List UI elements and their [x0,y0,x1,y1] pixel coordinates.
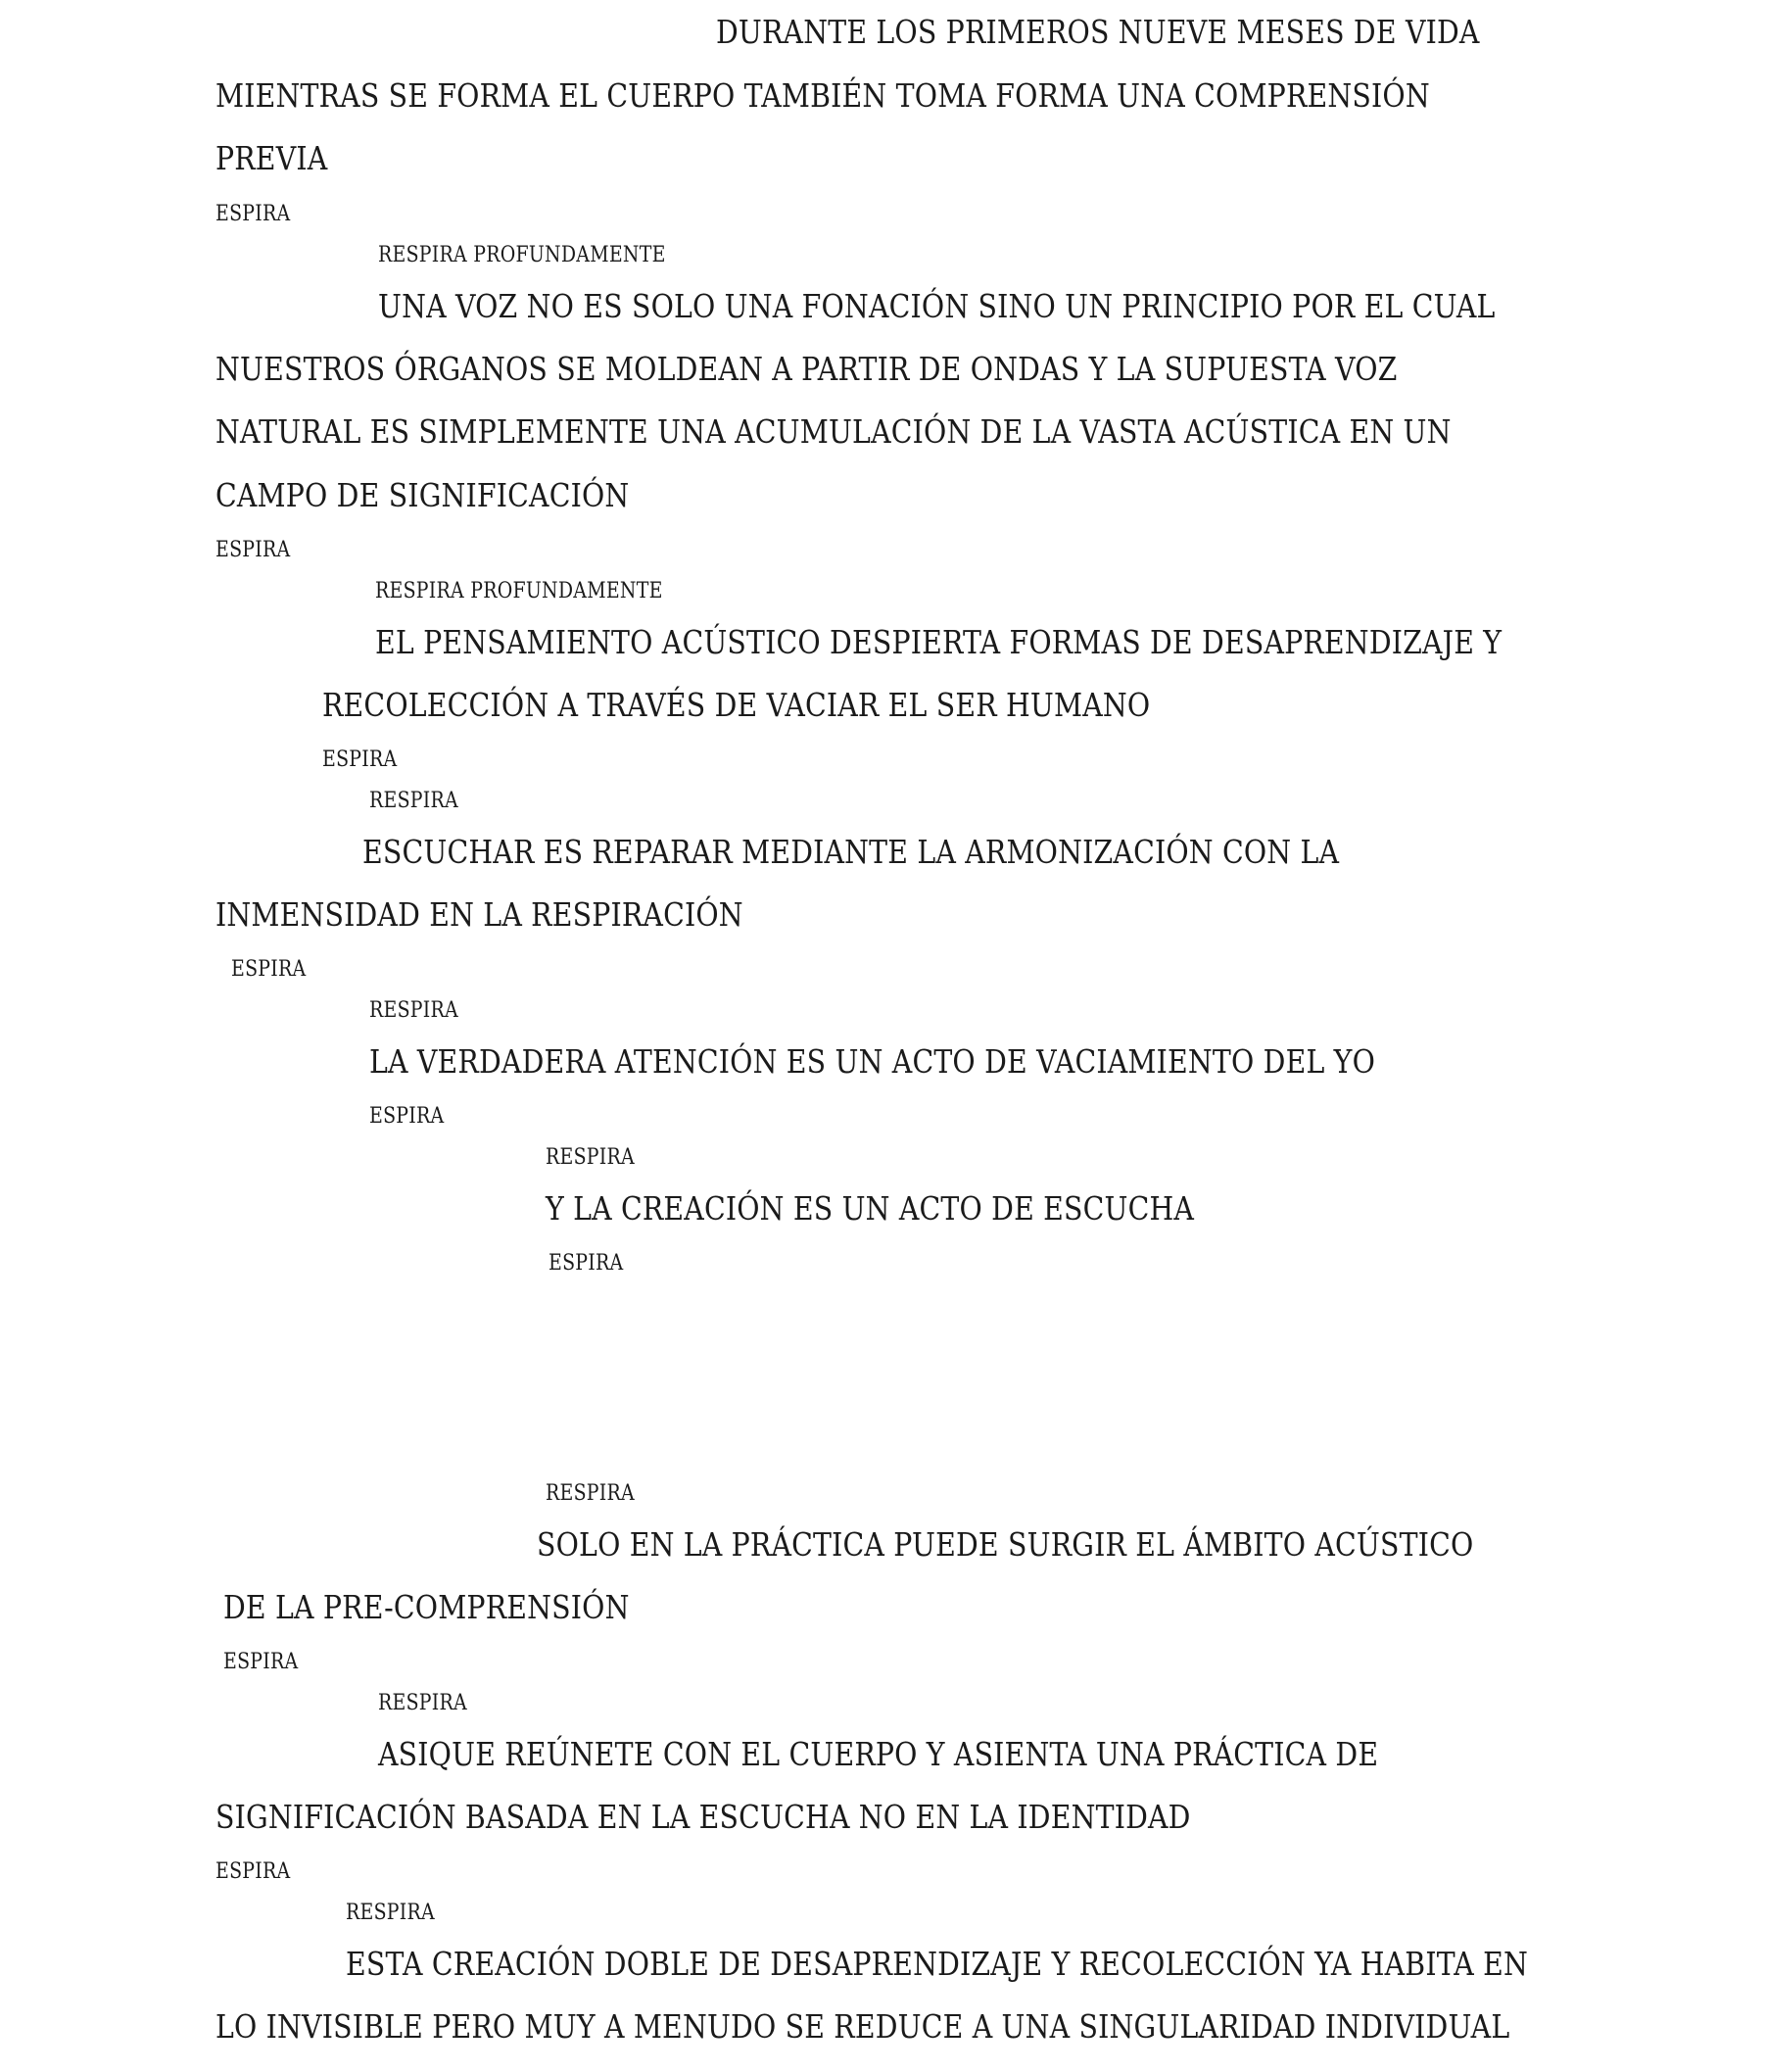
poem-line: DE LA PRE-COMPRENSIÓN [223,1588,630,1626]
poem-line: PREVIA [215,139,328,177]
breath-cue: RESPIRA PROFUNDAMENTE [375,579,663,603]
poem-line: INMENSIDAD EN LA RESPIRACIÓN [215,895,743,934]
breath-cue: ESPIRA [549,1251,624,1276]
breath-cue: RESPIRA [346,1901,435,1925]
poem-line: ESCUCHAR ES REPARAR MEDIANTE LA ARMONIZACIÓN CON LA [362,833,1340,871]
poem-line: SIGNIFICACIÓN BASADA EN LA ESCUCHA NO EN LA IDENTIDAD [215,1798,1191,1836]
breath-cue: RESPIRA [546,1145,635,1170]
breath-cue: ESPIRA [369,1104,445,1129]
poem-line: MIENTRAS SE FORMA EL CUERPO TAMBIÉN TOMA FORMA UNA COMPRENSIÓN [215,76,1430,115]
poem-line: UNA VOZ NO ES SOLO UNA FONACIÓN SINO UN PRINCIPIO POR EL CUAL [378,287,1496,325]
breath-cue: RESPIRA [369,998,458,1023]
breath-cue: ESPIRA [215,202,291,226]
poem-line: Y LA CREACIÓN ES UN ACTO DE ESCUCHA [546,1189,1195,1228]
breath-cue: RESPIRA [378,1691,467,1715]
poem-line: ESTA CREACIÓN DOBLE DE DESAPRENDIZAJE Y RECOLECCIÓN YA HABITA EN [346,1945,1529,1983]
breath-cue: RESPIRA PROFUNDAMENTE [378,243,666,267]
breath-cue: ESPIRA [215,1859,291,1884]
poem-line: EL PENSAMIENTO ACÚSTICO DESPIERTA FORMAS DE DESAPRENDIZAJE Y [375,623,1503,661]
breath-cue: RESPIRA [546,1481,635,1506]
breath-cue: ESPIRA [231,957,307,982]
poem-line: NATURAL ES SIMPLEMENTE UNA ACUMULACIÓN DE LA VASTA ACÚSTICA EN UN [215,412,1452,451]
poem-line: RECOLECCIÓN A TRAVÉS DE VACIAR EL SER HUMANO [322,686,1151,724]
poem-line: CAMPO DE SIGNIFICACIÓN [215,476,630,514]
poem-line: NUESTROS ÓRGANOS SE MOLDEAN A PARTIR DE ONDAS Y LA SUPUESTA VOZ [215,350,1398,388]
breath-cue: RESPIRA [369,789,458,813]
poem-line: DURANTE LOS PRIMEROS NUEVE MESES DE VIDA [716,13,1480,51]
breath-cue: ESPIRA [223,1650,299,1674]
breath-cue: ESPIRA [215,538,291,562]
poem-line: LA VERDADERA ATENCIÓN ES UN ACTO DE VACIAMIENTO DEL YO [369,1042,1376,1081]
poem-line: SOLO EN LA PRÁCTICA PUEDE SURGIR EL ÁMBITO ACÚSTICO [537,1525,1474,1564]
poem-line: LO INVISIBLE PERO MUY A MENUDO SE REDUCE A UNA SINGULARIDAD INDIVIDUAL [215,2007,1510,2046]
poem-line: ASIQUE REÚNETE CON EL CUERPO Y ASIENTA UNA PRÁCTICA DE [378,1735,1379,1773]
breath-cue: ESPIRA [322,747,398,772]
